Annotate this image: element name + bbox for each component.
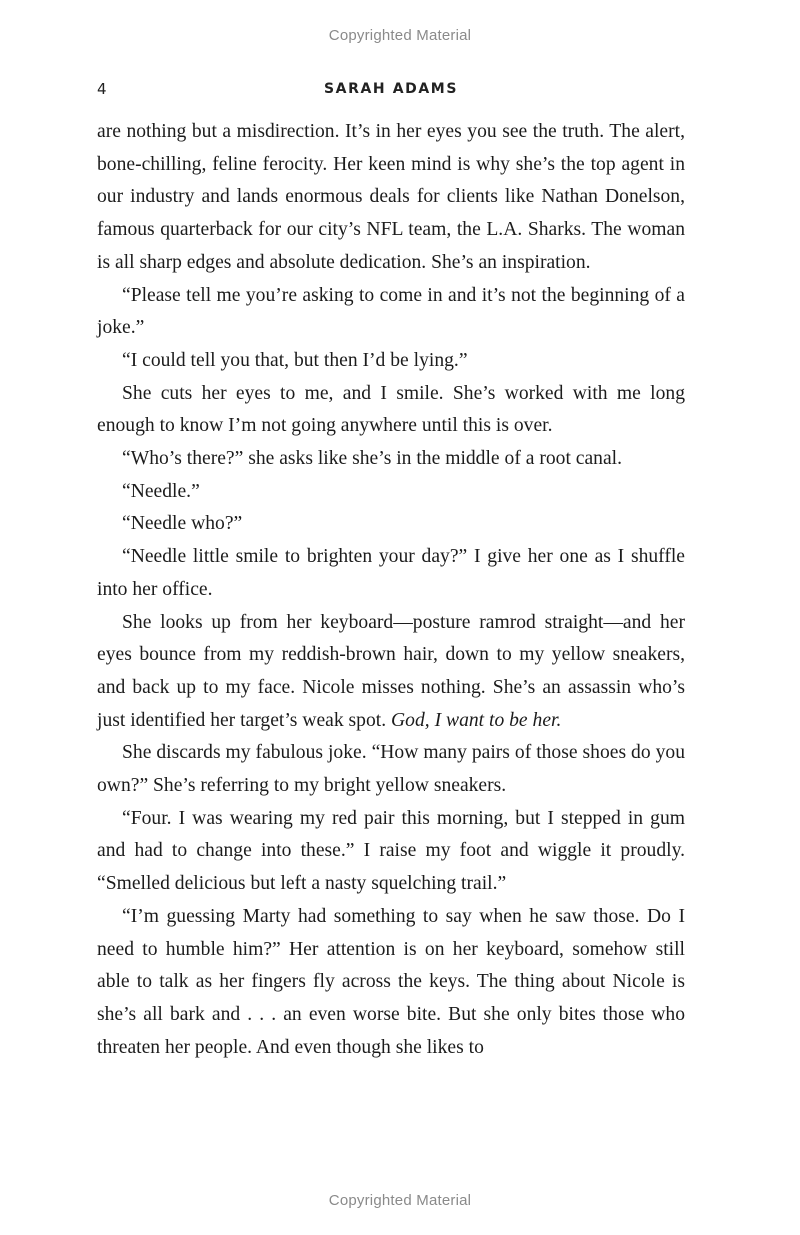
paragraph-text: “I could tell you that, but then I’d be lying.” [122, 349, 468, 371]
paragraph-text: “Needle.” [122, 480, 200, 502]
paragraph [97, 508, 685, 541]
watermark-top: Copyrighted Material [328, 27, 472, 44]
paragraph [97, 737, 685, 802]
paragraph [97, 476, 685, 509]
paragraph-text: “Four. I was wearing my red pair this morning, but I stepped in gum and had to change into these.” I raise my foot and wiggle it proudly. “Smelled delicious but left a nasty squelching trail.” [97, 807, 685, 895]
body-text [97, 116, 685, 1064]
paragraph-text: are nothing but a misdirection. It’s in her eyes you see the truth. The alert, bone-chilling, feline ferocity. Her keen mind is why she’s the top agent in our industry and lands enormous deals for clients like Nathan Donelson, famous quarterback for our city’s NFL team, the L.A. Sharks. The woman is all sharp edges and absolute dedication. She’s an inspiration. [97, 121, 685, 273]
paragraph [97, 607, 685, 738]
running-head-author: SARAH ADAMS [323, 81, 459, 97]
italic-thought: God, I want to be her. [391, 709, 562, 731]
paragraph [97, 116, 685, 280]
paragraph [97, 901, 685, 1065]
watermark-bottom: Copyrighted Material [328, 1192, 472, 1209]
paragraph-text: She discards my fabulous joke. “How many pairs of those shoes do you own?” She’s referring to my bright yellow sneakers. [97, 742, 685, 797]
paragraph-text: “Please tell me you’re asking to come in and it’s not the beginning of a joke.” [97, 284, 685, 339]
paragraph-text: She cuts her eyes to me, and I smile. She’s worked with me long enough to know I’m not going anywhere until this is over. [97, 382, 685, 437]
paragraph-text: She looks up from her keyboard—posture ramrod straight—and her eyes bounce from my reddish-brown hair, down to my yellow sneakers, and back up to my face. Nicole misses nothing. She’s an assassin who’s just identified her target’s weak spot. [97, 611, 685, 731]
paragraph-text: “Who’s there?” she asks like she’s in the middle of a root canal. [122, 448, 623, 470]
paragraph-text: “Needle who?” [122, 513, 243, 535]
page-number: 4 [97, 80, 107, 98]
paragraph [97, 803, 685, 901]
paragraph [97, 541, 685, 606]
running-head [97, 80, 685, 102]
paragraph-text: “Needle little smile to brighten your day?” I give her one as I shuffle into her office. [97, 546, 685, 600]
paragraph [97, 378, 685, 443]
paragraph [97, 443, 685, 476]
paragraph [97, 280, 685, 345]
paragraph [97, 345, 685, 378]
paragraph-text: “I’m guessing Marty had something to say when he saw those. Do I need to humble him?” Her attention is on her keyboard, somehow still able to talk as her fingers fly across the keys. The thing about Nicole is she’s all bark and . . . an even worse bite. But she only bites those who threaten her people. And even though she likes to [97, 905, 685, 1058]
